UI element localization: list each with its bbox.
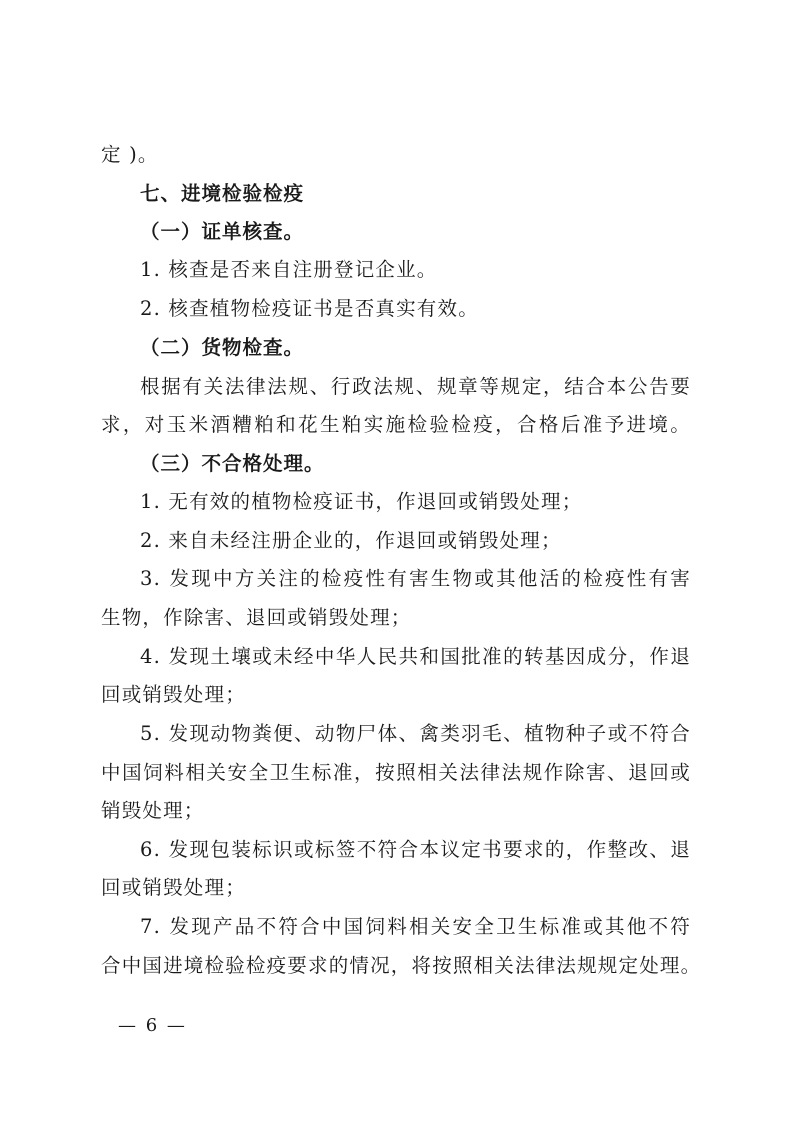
list-item: 7. 发现产品不符合中国饲料相关安全卫生标准或其他不符 (140, 915, 691, 938)
paragraph-line: 求，对玉米酒糟粕和花生粕实施检验检疫，合格后准予进境。 (101, 413, 691, 436)
subsection-heading: （一）证单核查。 (140, 220, 305, 243)
list-item: 3. 发现中方关注的检疫性有害生物或其他活的检疫性有害 (140, 567, 691, 590)
list-item-continuation: 回或销毁处理； (101, 683, 246, 706)
section-heading: 七、进境检验检疫 (140, 182, 305, 205)
text-line: 定 )。 (101, 143, 159, 166)
list-item: 5. 发现动物粪便、动物尸体、禽类羽毛、植物种子或不符合 (140, 722, 691, 745)
list-item: 4. 发现土壤或未经中华人民共和国批准的转基因成分，作退 (140, 645, 691, 668)
list-item: 1. 核查是否来自注册登记企业。 (140, 258, 438, 281)
list-item: 2. 核查植物检疫证书是否真实有效。 (140, 297, 479, 320)
page-number: — 6 — (118, 1015, 187, 1036)
subsection-heading: （二）货物检查。 (140, 336, 305, 359)
list-item-continuation: 合中国进境检验检疫要求的情况，将按照相关法律法规规定处理。 (101, 954, 702, 977)
list-item-continuation: 回或销毁处理； (101, 876, 246, 899)
list-item: 1. 无有效的植物检疫证书，作退回或销毁处理； (140, 490, 583, 513)
subsection-heading: （三）不合格处理。 (140, 452, 325, 475)
list-item: 6. 发现包装标识或标签不符合本议定书要求的，作整改、退 (140, 838, 691, 861)
list-item-continuation: 生物，作除害、退回或销毁处理； (101, 606, 412, 629)
list-item: 2. 来自未经注册企业的，作退回或销毁处理； (140, 529, 562, 552)
paragraph-line: 根据有关法律法规、行政法规、规章等规定，结合本公告要 (140, 375, 691, 398)
list-item-continuation: 销毁处理； (101, 799, 205, 822)
list-item-continuation: 中国饲料相关安全卫生标准，按照相关法律法规作除害、退回或 (101, 761, 691, 784)
